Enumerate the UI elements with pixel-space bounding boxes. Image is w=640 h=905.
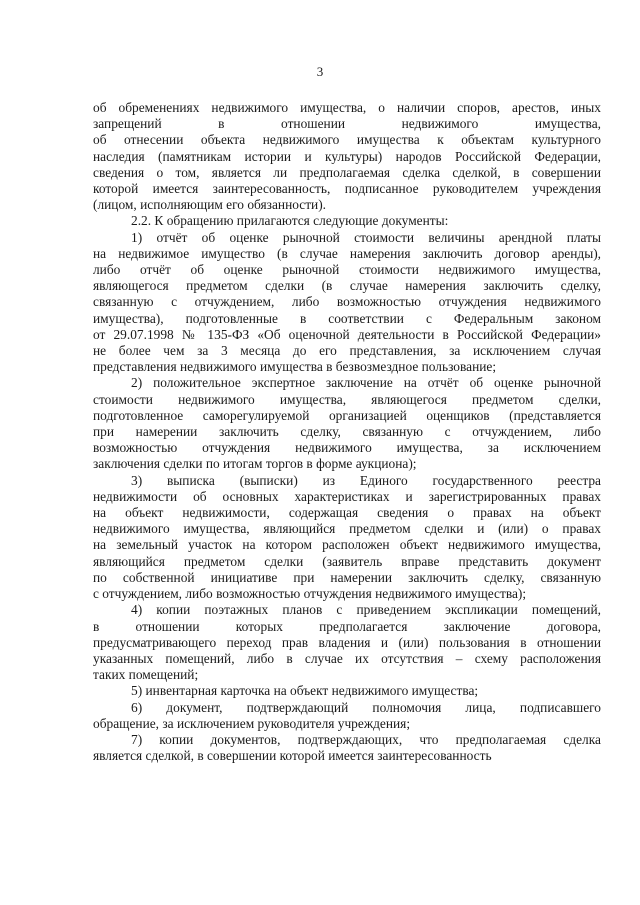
text-line: которой имеется заинтересованность, подписанное руководителем учреждения [93,181,601,197]
text-line: таких помещений; [93,667,199,683]
text-line: 2) положительное экспертное заключение на отчёт об оценке рыночной [131,375,601,391]
text-line: об отнесении объекта недвижимого имущества к объектам культурного [93,132,601,148]
text-line: (лицом, исполняющим его обязанности). [93,197,327,213]
paragraph [93,230,601,376]
paragraph [93,375,601,472]
text-line: недвижимости об основных характеристиках и зарегистрированных правах [93,488,601,504]
text-line: являющегося предметом сделки (в случае намерения заключить сделку, [93,278,601,294]
text-line: наследия (памятникам истории и культуры) народов Российской Федерации, [93,148,601,164]
text-line: на земельный участок на котором расположен объект недвижимого имущества, [93,537,601,553]
text-line: возможностью отчуждения недвижимого имущества, за исключением [93,440,601,456]
text-line: обращение, за исключением руководителя учреждения; [93,715,411,731]
text-line: в отношении которых предполагается заключение договора, [93,618,601,634]
text-line: недвижимого имущества, являющийся предметом сделки и (или) о правах [93,521,601,537]
text-line: либо отчёт об оценке рыночной стоимости недвижимого имущества, [93,262,601,278]
text-line: на объект недвижимости, содержащая сведения о правах на объект [93,505,601,521]
text-line: являющийся предметом сделки (заявитель вправе представить документ [93,553,601,569]
paragraph [93,602,601,683]
text-line: 5) инвентарная карточка на объект недвижимого имущества; [131,683,479,699]
paragraph [93,473,601,603]
text-line: 7) копии документов, подтверждающих, что предполагаемая сделка [131,731,601,747]
text-line: с отчуждением, либо возможностью отчуждения недвижимого имущества); [93,586,527,602]
text-line: подготовленное саморегулируемой организацией оценщиков (представляется [93,407,601,423]
paragraph [93,683,601,699]
document-body [93,100,601,764]
text-line: 4) копии поэтажных планов с приведением экспликации помещений, [131,602,601,618]
paragraph [93,700,601,732]
text-line: имущества), подготовленные в соответствии с Федеральным законом [93,310,601,326]
text-line: является сделкой, в совершении которой имеется заинтересованность [93,748,492,764]
text-line: от 29.07.1998 № 135-ФЗ «Об оценочной деятельности в Российской Федерации» [93,326,601,342]
text-line: связанную с отчуждением, либо возможностью отчуждения недвижимого [93,294,601,310]
text-line: 6) документ, подтверждающий полномочия лица, подписавшего [131,699,601,715]
paragraph [93,213,601,229]
paragraph [93,732,601,764]
paragraph [93,100,601,213]
text-line: по собственной инициативе при намерении заключить сделку, связанную [93,569,601,585]
text-line: заключения сделки по итогам торгов в форме аукциона); [93,456,417,472]
text-line: на недвижимое имущество (в случае намерения заключить договор аренды), [93,245,601,261]
text-line: не более чем за 3 месяца до его представления, за исключением случая [93,343,601,359]
text-line: указанных помещений, либо в случае их отсутствия – схему расположения [93,650,601,666]
text-line: представления недвижимого имущества в безвозмездное пользование; [93,359,497,375]
page-number: 3 [316,64,324,79]
text-line: запрещений в отношении недвижимого имущества, [93,116,601,132]
text-line: предусматривающего переход прав владения и (или) пользования в отношении [93,634,601,650]
text-line: 3) выписка (выписки) из Единого государственного реестра [131,472,601,488]
text-line: об обременениях недвижимого имущества, о наличии споров, арестов, иных [93,100,601,115]
text-line: сведения о том, является ли предполагаемая сделка сделкой, в совершении [93,164,601,180]
text-line: стоимости недвижимого имущества, являющегося предметом сделки, [93,391,601,407]
text-line: 2.2. К обращению прилагаются следующие документы: [131,213,449,229]
text-line: при намерении заключить сделку, связанную с отчуждением, либо [93,424,601,440]
text-line: 1) отчёт об оценке рыночной стоимости величины арендной платы [131,229,601,245]
